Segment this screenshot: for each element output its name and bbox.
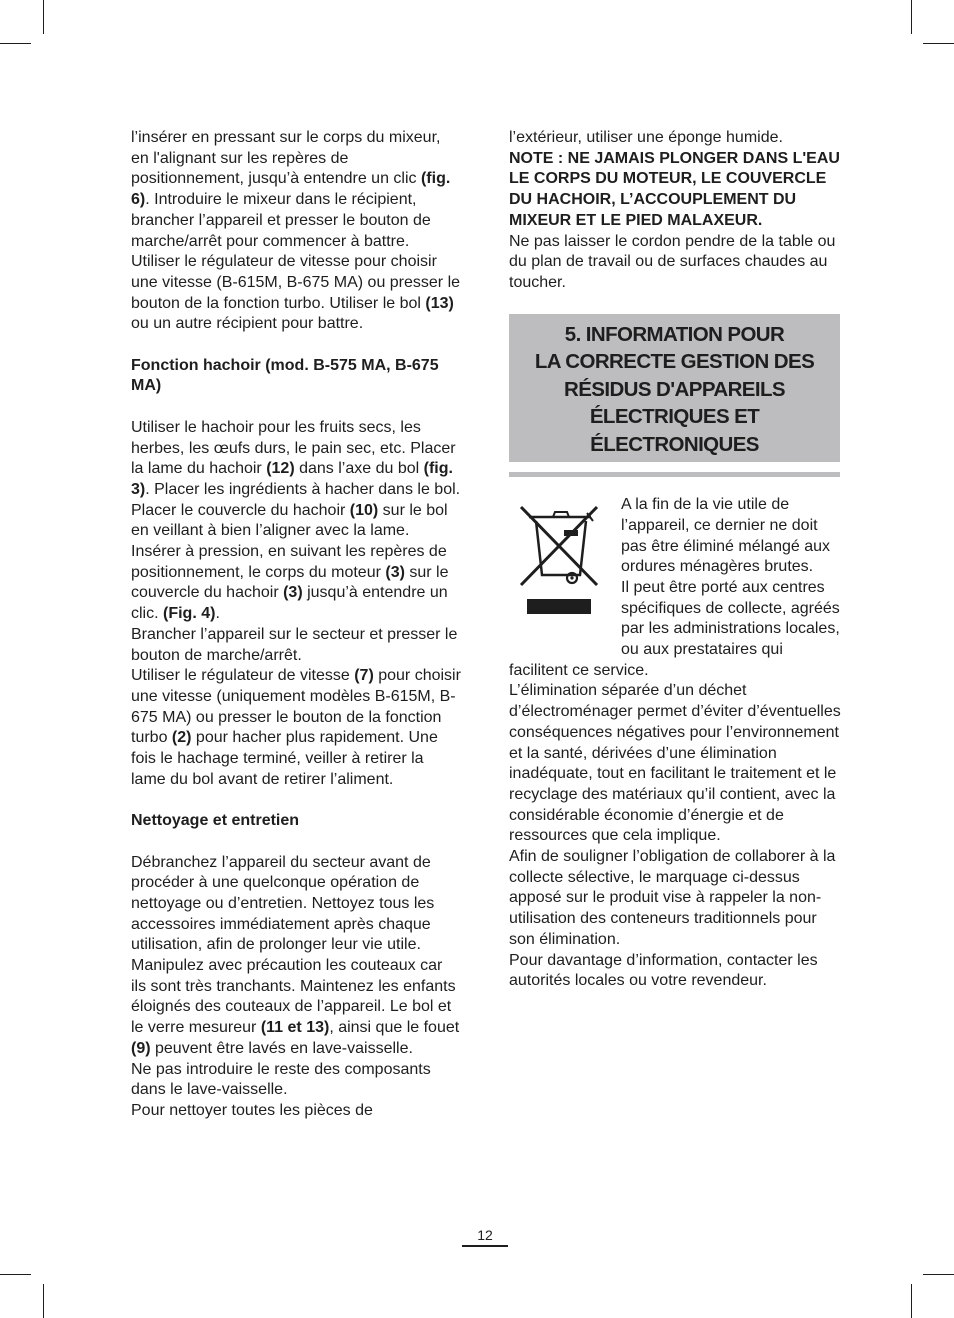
part-reference: (2) xyxy=(171,729,192,747)
paragraph: Brancher l’appareil sur le secteur et presser le bouton de marche/arrêt. xyxy=(131,625,458,664)
text: , ainsi que le fouet xyxy=(329,1019,460,1037)
text: peuvent être lavés en lave-vaisselle. xyxy=(150,1039,413,1057)
section-title-line: ÉLECTRIQUES ET ÉLECTRONIQUES xyxy=(589,405,760,456)
part-reference: (3) xyxy=(385,563,405,581)
paragraph xyxy=(131,418,461,501)
paragraph: Il peut être porté aux centres spécifiques de collecte, agréés par les administrations locales, ou aux prestataires qui facilitent ce service. xyxy=(509,578,840,679)
crop-mark xyxy=(43,1284,44,1318)
text: . Introduire le mixeur dans le récipient, brancher l’appareil et presser le bouton de marche/arrêt pour commencer à battre. Utiliser le régulateur de vitesse pour choisir une vitesse (B-615M, B-675 MA) ou presser le bouton de la fonction turbo. Utiliser le bol xyxy=(131,191,461,312)
paragraph: Pour davantage d’information, contacter les autorités locales ou votre revendeur. xyxy=(509,951,818,990)
page-number: 12 xyxy=(477,1227,493,1243)
right-column xyxy=(509,128,845,992)
text: . xyxy=(215,605,220,623)
crop-mark xyxy=(0,1274,31,1275)
section-heading-box xyxy=(509,314,840,463)
crossed-out-wheelie-bin-icon xyxy=(509,495,619,645)
left-column xyxy=(131,128,461,1122)
text: ou un autre récipient pour battre. xyxy=(131,315,364,333)
heading-cleaning: Nettoyage et entretien xyxy=(131,812,300,830)
paragraph: l’extérieur, utiliser une éponge humide. xyxy=(509,129,783,146)
text: pour hacher plus rapidement. Une fois le hachage terminé, veiller à retirer la lame du bol avant de retirer l’aliment. xyxy=(131,729,438,788)
part-reference: (12) xyxy=(266,460,295,478)
figure-reference: (fig. 3) xyxy=(131,460,453,498)
section-title-line: LA CORRECTE GESTION DES xyxy=(534,350,815,374)
section-title-line: RÉSIDUS D'APPAREILS xyxy=(564,377,785,401)
crop-mark xyxy=(43,0,44,34)
paragraph xyxy=(131,501,461,625)
paragraph xyxy=(131,128,461,335)
weee-information xyxy=(509,495,845,992)
paragraph: Afin de souligner l’obligation de collaborer à la collecte sélective, le marquage ci-dessus apposé sur le produit vise à rappeler la non-utilisation des conteneurs traditionnels pour son élimination. xyxy=(509,848,836,948)
figure-reference: (Fig. 4) xyxy=(163,605,216,623)
text: . Placer les ingrédients à hacher dans le bol. xyxy=(145,480,461,498)
text: dans l’axe du bol xyxy=(294,460,424,478)
part-reference: (10) xyxy=(349,501,379,519)
crop-mark xyxy=(911,1284,912,1318)
text: jusqu’à entendre un clic. xyxy=(131,584,448,623)
text: Utiliser le régulateur de vitesse xyxy=(131,667,355,685)
figure-reference: (fig. 6) xyxy=(131,170,451,209)
crop-mark xyxy=(911,0,912,34)
paragraph xyxy=(131,666,461,790)
safety-note: NOTE : NE JAMAIS PLONGER DANS L'EAU LE CORPS DU MOTEUR, LE COUVERCLE DU HACHOIR, L’ACCOUPLEMENT DU MIXEUR ET LE PIED MALAXEUR. xyxy=(509,149,840,229)
text: Utiliser le hachoir pour les fruits secs, les herbes, les œufs durs, le pain sec, etc. Placer la lame du hachoir xyxy=(131,418,456,478)
heading-chopper-function: Fonction hachoir (mod. B-575 MA, B-675 MA) xyxy=(131,356,439,395)
text: pour choisir une vitesse (uniquement modèles B-615M, B-675 MA) ou presser le bouton de la fonction turbo xyxy=(131,667,461,747)
paragraph: Ne pas laisser le cordon pendre de la table ou du plan de travail ou de surfaces chaudes au toucher. xyxy=(509,232,836,291)
text: Manipulez avec précaution les couteaux car ils sont très tranchants. Maintenez les enfants éloignés des couteaux de l’appareil. Le bol et le verre mesureur xyxy=(131,957,456,1037)
text: sur le bol en veillant à bien l’aligner avec la lame. Insérer à pression, en suivant les repères de positionnement, le corps du moteur xyxy=(131,501,448,581)
crop-mark xyxy=(0,43,31,44)
crop-mark xyxy=(923,43,954,44)
crop-mark xyxy=(923,1274,954,1275)
paragraph: Pour nettoyer toutes les pièces de xyxy=(131,1101,373,1119)
part-reference: (3) xyxy=(283,584,303,602)
paragraph xyxy=(131,956,461,1060)
text: l’insérer en pressant sur le corps du mixeur, en l'alignant sur les repères de positionnement, jusqu’à entendre un clic xyxy=(131,129,441,188)
section-divider xyxy=(509,472,840,477)
part-reference: (9) xyxy=(131,1039,151,1057)
paragraph: A la fin de la vie utile de l’appareil, ce dernier ne doit pas être éliminé mélangé aux ordures ménagères brutes. xyxy=(621,496,831,576)
paragraph: Ne pas introduire le reste des composants dans le lave-vaisselle. xyxy=(131,1060,431,1099)
part-reference: (13) xyxy=(425,294,454,312)
part-reference: (11 et 13) xyxy=(260,1019,330,1037)
section-title-line: 5. INFORMATION POUR xyxy=(564,322,785,346)
text: sur le couvercle du hachoir xyxy=(131,563,449,602)
paragraph: L’élimination séparée d’un déchet d’électroménager permet d’éviter d’éventuelles conséquences négatives pour l’environnement et la santé, dérivées d’une élimination inadéquate, tout en facilitant le traitement et le recyclage des matériaux qu’il contient, avec la considérable économie d’énergie et de ressources que cela implique. xyxy=(509,682,841,845)
paragraph: Débranchez l’appareil du secteur avant de procéder à une quelconque opération de nettoyage ou d’entretien. Nettoyez tous les accessoires immédiatement après chaque utilisation, afin de prolonger leur vie utile. xyxy=(131,853,435,954)
page-number-rule xyxy=(462,1245,508,1247)
text: Placer le couvercle du hachoir xyxy=(131,501,350,519)
part-reference: (7) xyxy=(354,667,374,685)
